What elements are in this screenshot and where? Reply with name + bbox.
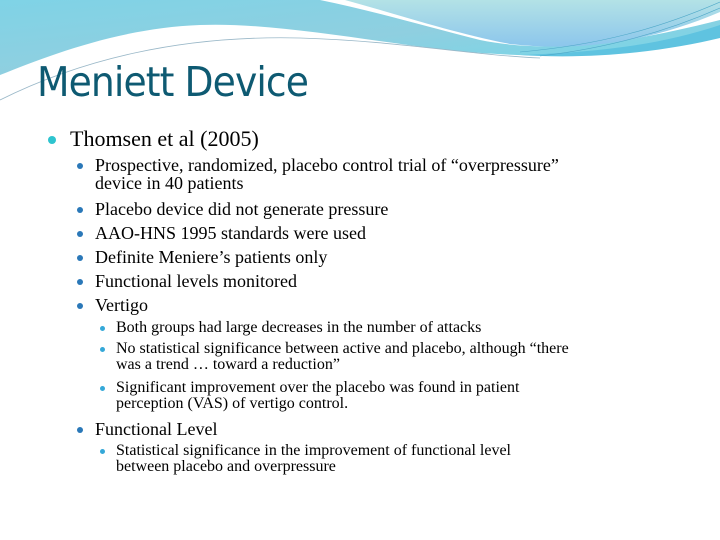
slide-title: Meniett Device (37, 58, 309, 106)
bullet-text: device in 40 patients (95, 173, 244, 193)
bullet-text: Functional levels monitored (95, 271, 297, 291)
bullet-text: Functional Level (95, 419, 218, 439)
bullet-dot-icon (48, 136, 56, 144)
bullet-text: Prospective, randomized, placebo control trial of “overpressure” (95, 155, 559, 175)
bullet-text: Definite Meniere’s patients only (95, 247, 328, 267)
bullet-vertigo-vas (116, 380, 519, 412)
bullet-vertigo-significance (116, 341, 569, 373)
bullet-text: AAO-HNS 1995 standards were used (95, 223, 366, 243)
bullet-vertigo-attacks (116, 320, 481, 336)
bullet-text: Thomsen et al (2005) (70, 126, 259, 151)
bullet-dot-icon (100, 326, 105, 331)
bullet-placebo (95, 200, 388, 218)
bullet-study (70, 128, 259, 150)
bullet-dot-icon (100, 386, 105, 391)
bullet-dot-icon (77, 231, 83, 237)
bullet-text: Vertigo (95, 295, 148, 315)
bullet-design (95, 156, 559, 192)
bullet-dot-icon (100, 449, 105, 454)
bullet-text: Statistical significance in the improvement of functional level (116, 442, 511, 459)
bullet-text: Significant improvement over the placebo was found in patient (116, 379, 520, 396)
bullet-text: between placebo and overpressure (116, 458, 336, 475)
bullet-dot-icon (77, 303, 83, 309)
bullet-standards (95, 224, 366, 242)
bullet-dot-icon (77, 427, 83, 433)
bullet-dot-icon (100, 347, 105, 352)
bullet-dot-icon (77, 279, 83, 285)
bullet-functional-significance (116, 443, 511, 475)
bullet-text: was a trend … toward a reduction” (116, 356, 340, 373)
bullet-dot-icon (77, 163, 83, 169)
bullet-text: Both groups had large decreases in the number of attacks (116, 319, 482, 336)
bullet-text: perception (VAS) of vertigo control. (116, 395, 349, 412)
bullet-text: Placebo device did not generate pressure (95, 199, 389, 219)
bullet-patients (95, 248, 327, 266)
bullet-text: No statistical significance between active and placebo, although “there (116, 340, 569, 357)
bullet-vertigo (95, 296, 148, 314)
bullet-dot-icon (77, 207, 83, 213)
bullet-functional-level (95, 420, 217, 438)
bullet-dot-icon (77, 255, 83, 261)
bullet-functional-monitored (95, 272, 297, 290)
